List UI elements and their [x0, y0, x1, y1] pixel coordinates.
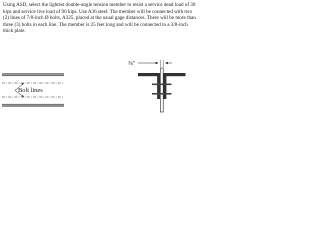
- bolt-1: [152, 84, 172, 86]
- plan-view: [2, 74, 64, 106]
- right-angle-vertical-leg: [163, 73, 166, 99]
- dim-arrow: [156, 62, 159, 64]
- plate-thickness-label: ⅜": [128, 60, 136, 67]
- edge-mark-bottom: [2, 104, 64, 105]
- problem-statement: Using ASD, select the lightest double-angle tension member to resist a service dead load of 30 kips and service live load of 90 kips. Use A36 steel. The member will be connected with two (2) lines of 7/8-inch Ø bolts, A325, placed at the usual gage distances. There will be more than three (3) bolts in each line. The member is 25 feet long and will be connected to a 3/8-inch thick plate.: [3, 2, 196, 34]
- edge-mark-top: [2, 75, 64, 76]
- left-angle-vertical-leg: [157, 73, 160, 99]
- figure: [0, 0, 200, 115]
- gusset-plate: [160, 68, 163, 112]
- bolt-lines-label: Bolt lines: [18, 87, 43, 95]
- left-angle-horizontal-leg: [138, 73, 160, 76]
- bolt-2: [152, 93, 172, 95]
- section-view: [128, 60, 186, 112]
- right-angle-horizontal-leg: [163, 73, 185, 76]
